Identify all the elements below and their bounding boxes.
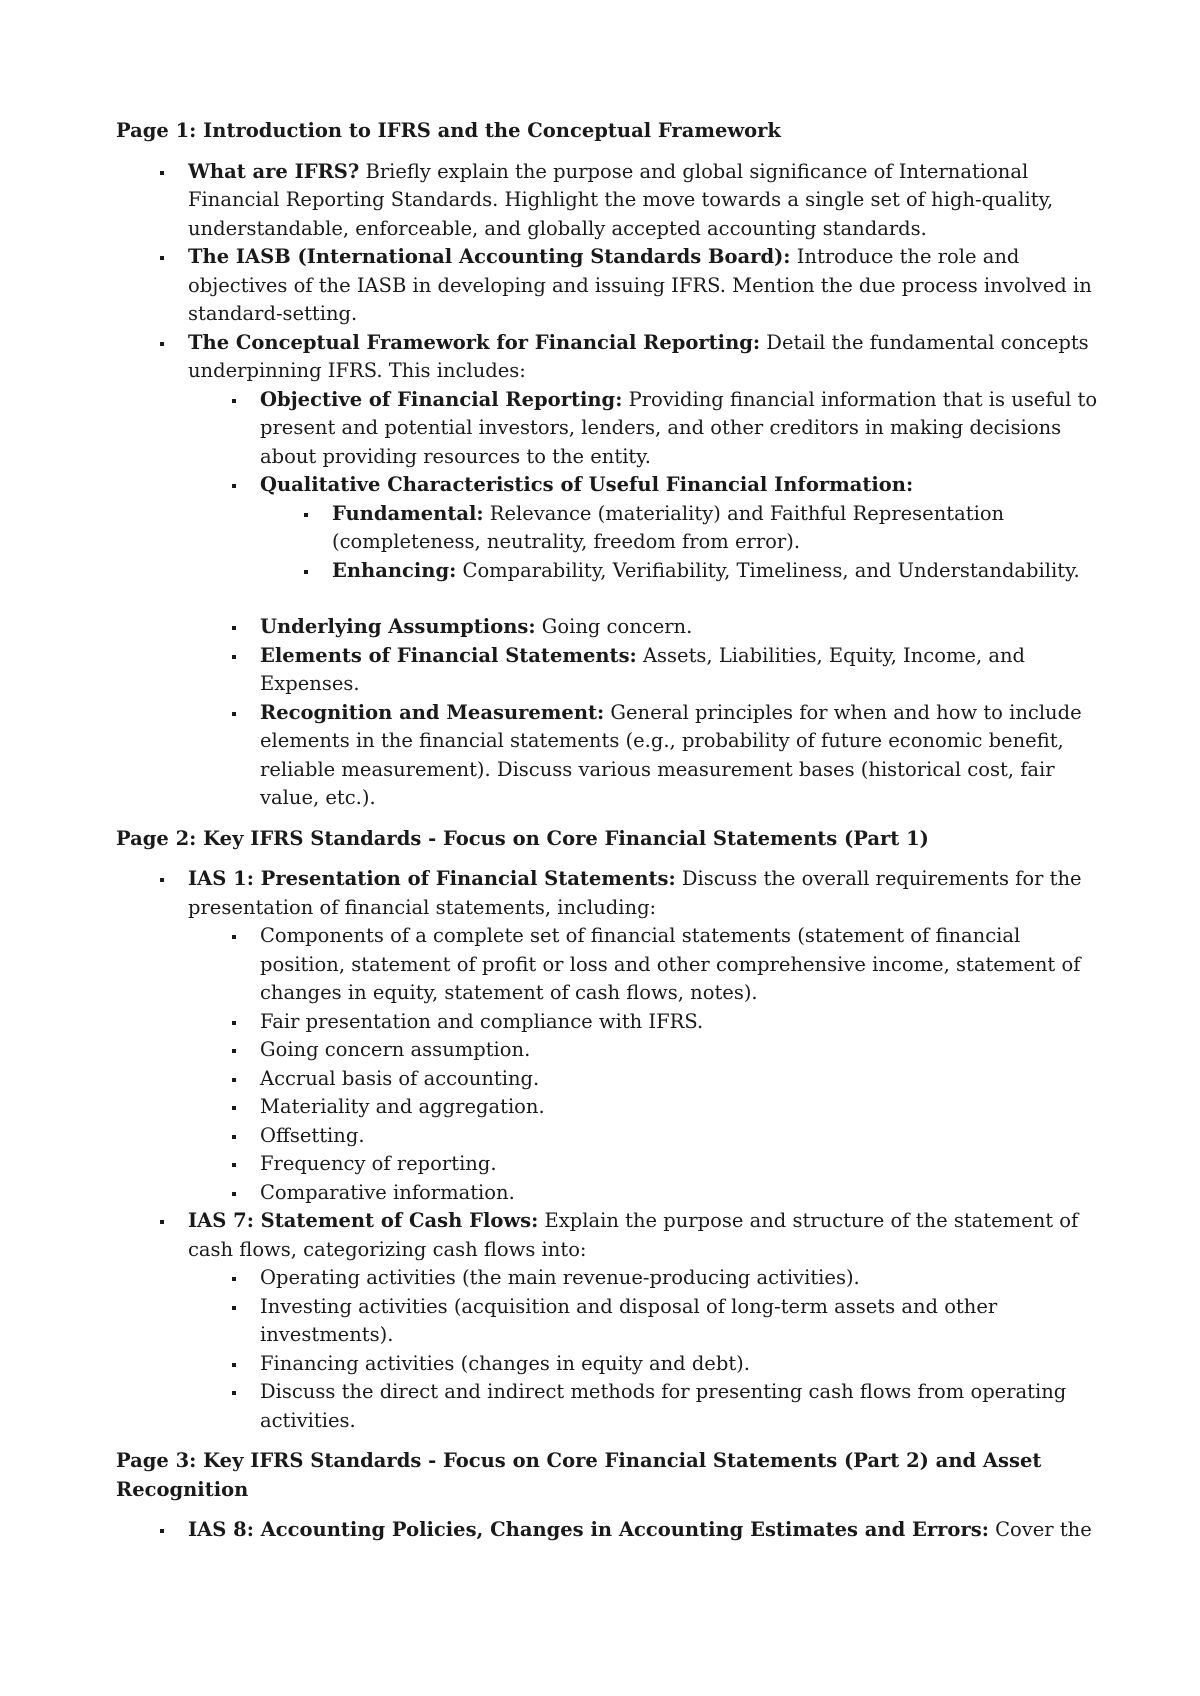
list-item: Comparative information.: [260, 1179, 1110, 1208]
sub-bullet-list: [260, 1264, 1110, 1435]
list-item: The Conceptual Framework for Financial Reporting: Detail the fundamental concepts underpinning IFRS. This includes: Objective of Financial Reporting: Providing financial information that is useful to present and potential investors, lenders, and other creditors in making decisions about providing resources to the entity. Qualitative Characteristics of Useful Financial Information: Fundamental: Relevance (materiality) and Faithful Representation (completeness, neutrality, freedom from error). Enhancing: Comparability, Verifiability, Timeliness, and Understandability. Underlying Assumptions: Going concern. Elements of Financial Statements: Assets, Liabilities, Equity, Income, and Expenses. Recognition and Measurement: General principles for when and how to include elements in the financial statements (e.g., probability of future economic benefit, reliable measurement). Discuss various measurement bases (historical cost, fair value, etc.).: [188, 329, 1110, 813]
list-item: Frequency of reporting.: [260, 1150, 1110, 1179]
list-item: Qualitative Characteristics of Useful Financial Information: Fundamental: Relevance (materiality) and Faithful Representation (completeness, neutrality, freedom from error). Enhancing: Comparability, Verifiability, Timeliness, and Understandability.: [260, 471, 1110, 613]
list-item: Enhancing: Comparability, Verifiability, Timeliness, and Understandability.: [332, 557, 1110, 586]
list-item: Objective of Financial Reporting: Providing financial information that is useful to present and potential investors, lenders, and other creditors in making decisions about providing resources to the entity.: [260, 386, 1110, 472]
list-item: Financing activities (changes in equity and debt).: [260, 1350, 1110, 1379]
bullet-list: [188, 158, 1110, 813]
list-item: Underlying Assumptions: Going concern.: [260, 613, 1110, 642]
list-item: Accrual basis of accounting.: [260, 1065, 1110, 1094]
section-heading-page-2: Page 2: Key IFRS Standards - Focus on Core Financial Statements (Part 1): [116, 826, 929, 850]
list-item: Elements of Financial Statements: Assets, Liabilities, Equity, Income, and Expenses.: [260, 642, 1110, 699]
list-item: IAS 8: Accounting Policies, Changes in Accounting Estimates and Errors: Cover the: [188, 1516, 1110, 1545]
list-item: The IASB (International Accounting Standards Board): Introduce the role and objectives of the IASB in developing and issuing IFRS. Mention the due process involved in standard-setting.: [188, 243, 1110, 329]
list-item: What are IFRS? Briefly explain the purpose and global significance of International Financial Reporting Standards. Highlight the move towards a single set of high-quality, understandable, enforceable, and globally accepted accounting standards.: [188, 158, 1110, 244]
list-item: Investing activities (acquisition and disposal of long-term assets and other investments).: [260, 1293, 1110, 1350]
blank-line: [260, 585, 1110, 613]
list-item: Fair presentation and compliance with IFRS.: [260, 1008, 1110, 1037]
list-item: Fundamental: Relevance (materiality) and Faithful Representation (completeness, neutrality, freedom from error).: [332, 500, 1110, 557]
list-item: IAS 7: Statement of Cash Flows: Explain the purpose and structure of the statement of cash flows, categorizing cash flows into: Operating activities (the main revenue-producing activities). Investing activities (acquisition and disposal of long-term assets and other investments). Financing activities (changes in equity and debt). Discuss the direct and indirect methods for presenting cash flows from operating activities.: [188, 1207, 1110, 1435]
list-item: Going concern assumption.: [260, 1036, 1110, 1065]
section-heading-page-3: Page 3: Key IFRS Standards - Focus on Core Financial Statements (Part 2) and Asset Recognition: [116, 1449, 1042, 1501]
list-item: Recognition and Measurement: General principles for when and how to include elements in the financial statements (e.g., probability of future economic benefit, reliable measurement). Discuss various measurement bases (historical cost, fair value, etc.).: [260, 699, 1110, 813]
bullet-list: [188, 865, 1110, 1435]
bullet-list: [188, 1516, 1110, 1545]
sub-sub-bullet-list: [332, 500, 1110, 586]
list-item: Offsetting.: [260, 1122, 1110, 1151]
section-heading-page-1: Page 1: Introduction to IFRS and the Conceptual Framework: [116, 119, 781, 142]
sub-bullet-list: [260, 922, 1110, 1207]
list-item: Components of a complete set of financial statements (statement of financial position, statement of profit or loss and other comprehensive income, statement of changes in equity, statement of cash flows, notes).: [260, 922, 1110, 1008]
list-item: IAS 1: Presentation of Financial Statements: Discuss the overall requirements for the presentation of financial statements, including: Components of a complete set of financial statements (statement of financial position, statement of profit or loss and other comprehensive income, statement of changes in equity, statement of cash flows, notes). Fair presentation and compliance with IFRS. Going concern assumption. Accrual basis of accounting. Materiality and aggregation. Offsetting. Frequency of reporting. Comparative information.: [188, 865, 1110, 1207]
list-item: Discuss the direct and indirect methods for presenting cash flows from operating activities.: [260, 1378, 1110, 1435]
sub-bullet-list: [260, 386, 1110, 813]
list-item: Operating activities (the main revenue-producing activities).: [260, 1264, 1110, 1293]
list-item: Materiality and aggregation.: [260, 1093, 1110, 1122]
